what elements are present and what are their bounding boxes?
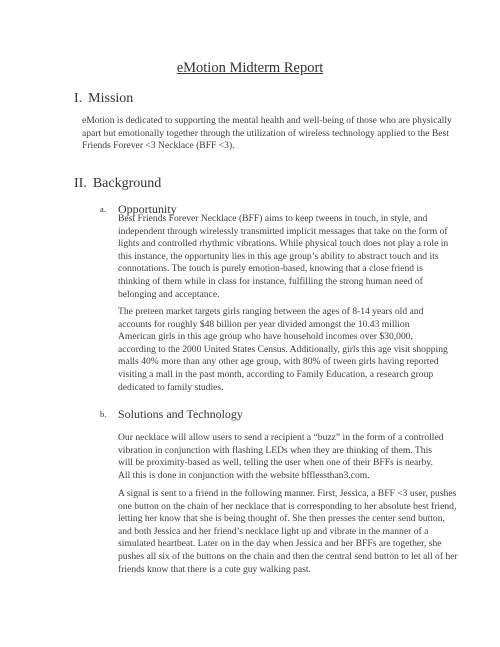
subsection-heading-solutions bbox=[100, 407, 243, 422]
subsection-heading-label: Opportunity bbox=[118, 202, 177, 216]
section-heading-label: Background bbox=[92, 176, 162, 191]
section-number: II. bbox=[74, 176, 87, 191]
section-heading-mission bbox=[74, 91, 133, 107]
solutions-paragraph-1: Our necklace will allow users to send a recipient a “buzz” in the form of a controlled vibration in conjunction with flashing LEDs when they are thinking of them. This will be proximity-based as well, telling the user when one of their BFFs is nearby. All this is done in conjunction with the website bfflessthan3.com. bbox=[118, 432, 444, 481]
subsection-letter: b. bbox=[100, 409, 107, 419]
subsection-letter: a. bbox=[100, 204, 106, 214]
subsection-heading-label: Solutions and Technology bbox=[118, 407, 243, 421]
page-title: eMotion Midterm Report bbox=[176, 60, 324, 76]
solutions-paragraph-2: A signal is sent to a friend in the following manner. First, Jessica, a BFF <3 user, pushes one button on the chain of her necklace that is corresponding to her absolute best friend, letting her know that she is being thought of. She then presses the center send button, and both Jessica and her friend’s necklace light up and vibrate in the manner of a simulated heartbeat. Later on in the day when Jessica and her BFFs are together, she pushes all six of the buttons on the chain and then the central send button to let all of her friends know that there is a cute guy walking past. bbox=[118, 488, 458, 575]
section-heading-background bbox=[74, 176, 161, 192]
opportunity-paragraph-1: Best Friends Forever Necklace (BFF) aims to keep tweens in touch, in style, and independent through wirelessly transmitted implicit messages that take on the form of lights and controlled rhythmic vibrations. While physical touch does not play a role in this instance, the opportunity lies in this age group’s ability to abstract touch and its connotations. The touch is purely emotion-based, knowing that a close friend is thinking of them while in class for instance, fulfilling the strong human need of belonging and acceptance. bbox=[118, 213, 449, 300]
mission-paragraph: eMotion is dedicated to supporting the mental health and well-being of those who are physically apart but emotionally together through the utilization of wireless technology applied to the Best Friends Forever <3 Necklace (BFF <3). bbox=[82, 115, 452, 152]
section-number: I. bbox=[74, 91, 83, 106]
section-heading-label: Mission bbox=[88, 91, 134, 106]
opportunity-paragraph-2: The preteen market targets girls ranging between the ages of 8-14 years old and accounts for roughly $48 billion per year divided amongst the 10.43 million American girls in this age group who have household incomes over $30,000, according to the 2000 United States Census. Additionally, girls this age visit shopping malls 40% more than any other age group, with 80% of tween girls having reported visiting a mall in the past month, according to Family Education, a research group dedicated to family studies. bbox=[118, 306, 448, 393]
